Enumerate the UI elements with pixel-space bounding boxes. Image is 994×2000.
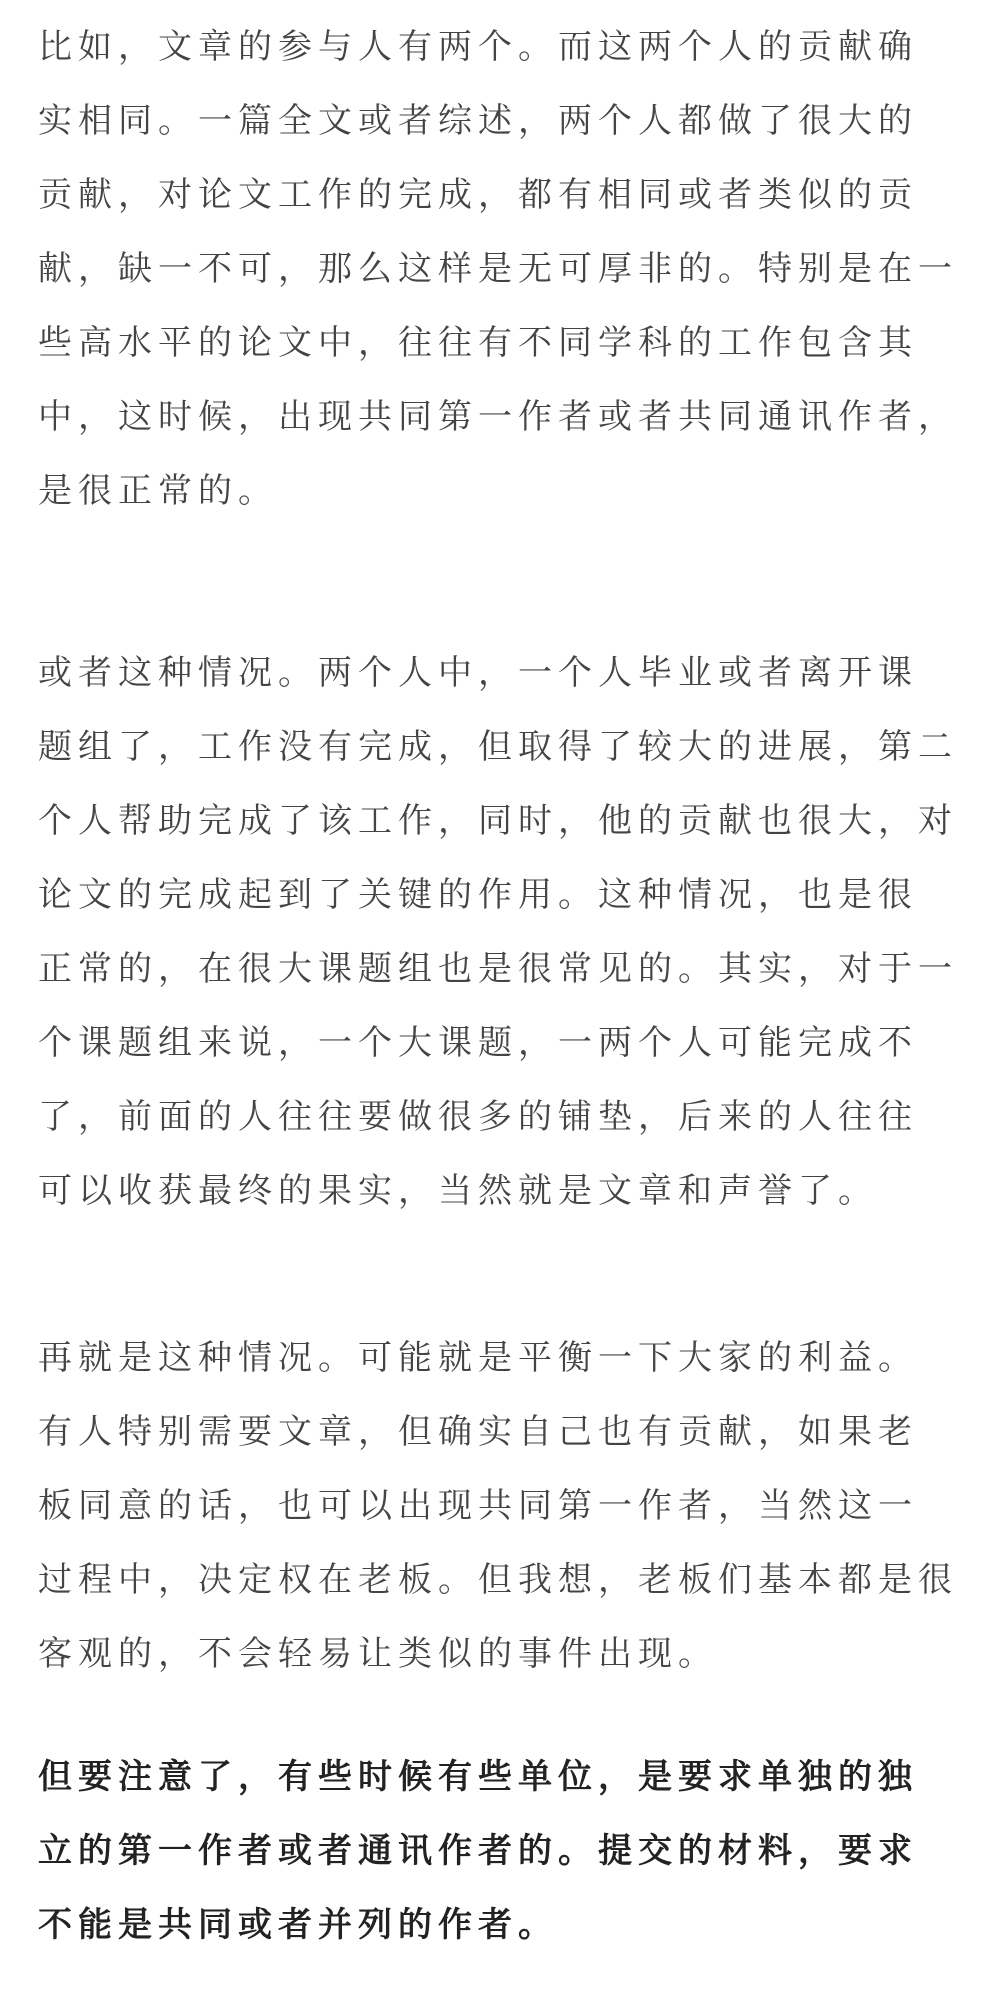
text-line: 再就是这种情况。可能就是平衡一下大家的利益。 xyxy=(38,1338,918,1378)
text-line: 不能是共同或者并列的作者。 xyxy=(38,1905,558,1945)
text-line: 个人帮助完成了该工作，同时，他的贡献也很大，对 xyxy=(38,801,958,841)
text-line: 些高水平的论文中，往往有不同学科的工作包含其 xyxy=(38,323,918,363)
paragraph-graduation-case xyxy=(38,636,958,1228)
text-line: 或者这种情况。两个人中，一个人毕业或者离开课 xyxy=(38,653,918,693)
text-line: 贡献，对论文工作的完成，都有相同或者类似的贡 xyxy=(38,175,918,215)
paragraph-balance-interests xyxy=(38,1321,958,1691)
text-line: 献，缺一不可，那么这样是无可厚非的。特别是在一 xyxy=(38,249,958,289)
text-line: 题组了，工作没有完成，但取得了较大的进展，第二 xyxy=(38,727,958,767)
paragraph-equal-contribution xyxy=(38,10,958,528)
text-line: 过程中，决定权在老板。但我想，老板们基本都是很 xyxy=(38,1560,958,1600)
text-line: 实相同。一篇全文或者综述，两个人都做了很大的 xyxy=(38,101,918,141)
text-line: 了，前面的人往往要做很多的铺垫，后来的人往往 xyxy=(38,1097,918,1137)
paragraph-warning-note xyxy=(38,1740,958,1962)
text-line: 个课题组来说，一个大课题，一两个人可能完成不 xyxy=(38,1023,918,1063)
text-line: 板同意的话，也可以出现共同第一作者，当然这一 xyxy=(38,1486,918,1526)
text-line: 论文的完成起到了关键的作用。这种情况，也是很 xyxy=(38,875,918,915)
text-line: 比如，文章的参与人有两个。而这两个人的贡献确 xyxy=(38,27,918,67)
text-line: 但要注意了，有些时候有些单位，是要求单独的独 xyxy=(38,1757,918,1797)
text-line: 立的第一作者或者通讯作者的。提交的材料，要求 xyxy=(38,1831,918,1871)
text-line: 可以收获最终的果实，当然就是文章和声誉了。 xyxy=(38,1171,878,1211)
text-line: 中，这时候，出现共同第一作者或者共同通讯作者， xyxy=(38,397,958,437)
text-line: 客观的，不会轻易让类似的事件出现。 xyxy=(38,1634,718,1674)
text-line: 是很正常的。 xyxy=(38,471,278,511)
text-line: 有人特别需要文章，但确实自己也有贡献，如果老 xyxy=(38,1412,918,1452)
text-line: 正常的，在很大课题组也是很常见的。其实，对于一 xyxy=(38,949,958,989)
